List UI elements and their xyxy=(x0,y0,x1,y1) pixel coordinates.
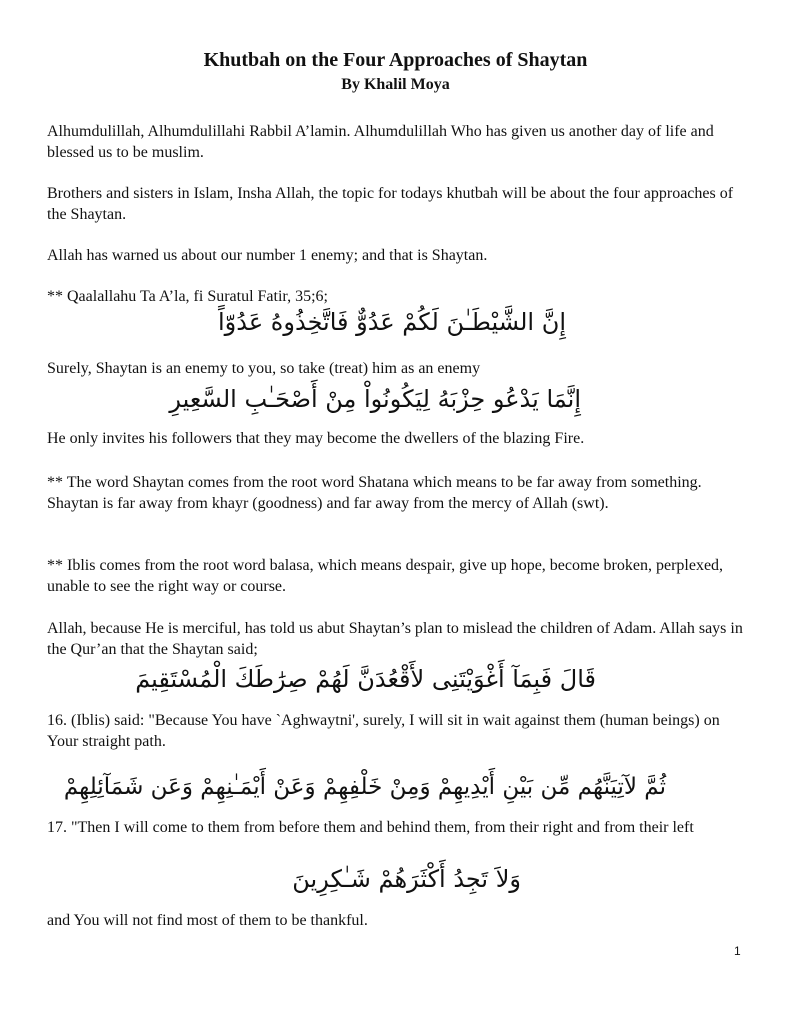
paragraph-citation: ** Qaalallahu Ta A’la, fi Suratul Fatir, 35;6; xyxy=(47,288,328,305)
document-title: Khutbah on the Four Approaches of Shaytan xyxy=(203,49,588,71)
paragraph-opening: Alhumdulillah, Alhumdulillahi Rabbil A’lamin. Alhumdulillah Who has given us another day of life and blessed us to be muslim. xyxy=(47,123,714,161)
paragraph-translation-enemy: Surely, Shaytan is an enemy to you, so take (treat) him as an enemy xyxy=(47,360,481,377)
arabic-verse-araf-17b: وَلاَ تَجِدُ أَكْثَرَهُمْ شَـٰكِرِينَ xyxy=(292,865,521,893)
arabic-verse-araf-17a: ثُمَّ لآتِيَنَّهُم مِّن بَيْنِ أَيْدِيهِمْ وَمِنْ خَلْفِهِمْ وَعَنْ أَيْمَـٰنِهِمْ وَعَن شَمَآئِلِهِمْ xyxy=(63,774,666,800)
paragraph-translation-16: 16. (Iblis) said: "Because You have `Aghwaytni', surely, I will sit in wait against them (human beings) on Your straight path. xyxy=(47,712,720,750)
paragraph-shaytan-meaning: ** The word Shaytan comes from the root word Shatana which means to be far away from something. Shaytan is far away from khayr (goodness) and far away from the mercy of Allah (swt). xyxy=(47,474,702,512)
arabic-verse-fatir-6a: إِنَّ الشَّيْطَـٰنَ لَكُمْ عَدُوٌّ فَاتَّخِذُوهُ عَدُوّاً xyxy=(218,308,566,336)
paragraph-translation-17: 17. "Then I will come to them from before them and behind them, from their right and from their left xyxy=(47,819,694,836)
document-author: By Khalil Moya xyxy=(341,76,450,93)
paragraph-shaytan-plan: Allah, because He is merciful, has told us abut Shaytan’s plan to mislead the children of Adam. Allah says in the Qur’an that the Shaytan said; xyxy=(47,620,743,658)
paragraph-translation-fire: He only invites his followers that they may become the dwellers of the blazing Fire. xyxy=(47,430,585,447)
paragraph-translation-thankful: and You will not find most of them to be thankful. xyxy=(47,912,368,929)
paragraph-warning: Allah has warned us about our number 1 enemy; and that is Shaytan. xyxy=(47,247,488,264)
arabic-verse-fatir-6b: إِنَّمَا يَدْعُو حِزْبَهُ لِيَكُونُواْ مِنْ أَصْحَـٰبِ السَّعِيرِ xyxy=(169,385,581,413)
paragraph-iblis-meaning: ** Iblis comes from the root word balasa, which means despair, give up hope, become broken, perplexed, unable to see the right way or course. xyxy=(47,557,724,595)
arabic-verse-araf-16: قَالَ فَبِمَآ أَغْوَيْتَنِى لأَقْعُدَنَّ لَهُمْ صِرَٰطَكَ الْمُسْتَقِيمَ xyxy=(135,665,596,693)
page-number: 1 xyxy=(734,944,741,958)
paragraph-topic: Brothers and sisters in Islam, Insha Allah, the topic for todays khutbah will be about the four approaches of the Shaytan. xyxy=(47,185,734,223)
